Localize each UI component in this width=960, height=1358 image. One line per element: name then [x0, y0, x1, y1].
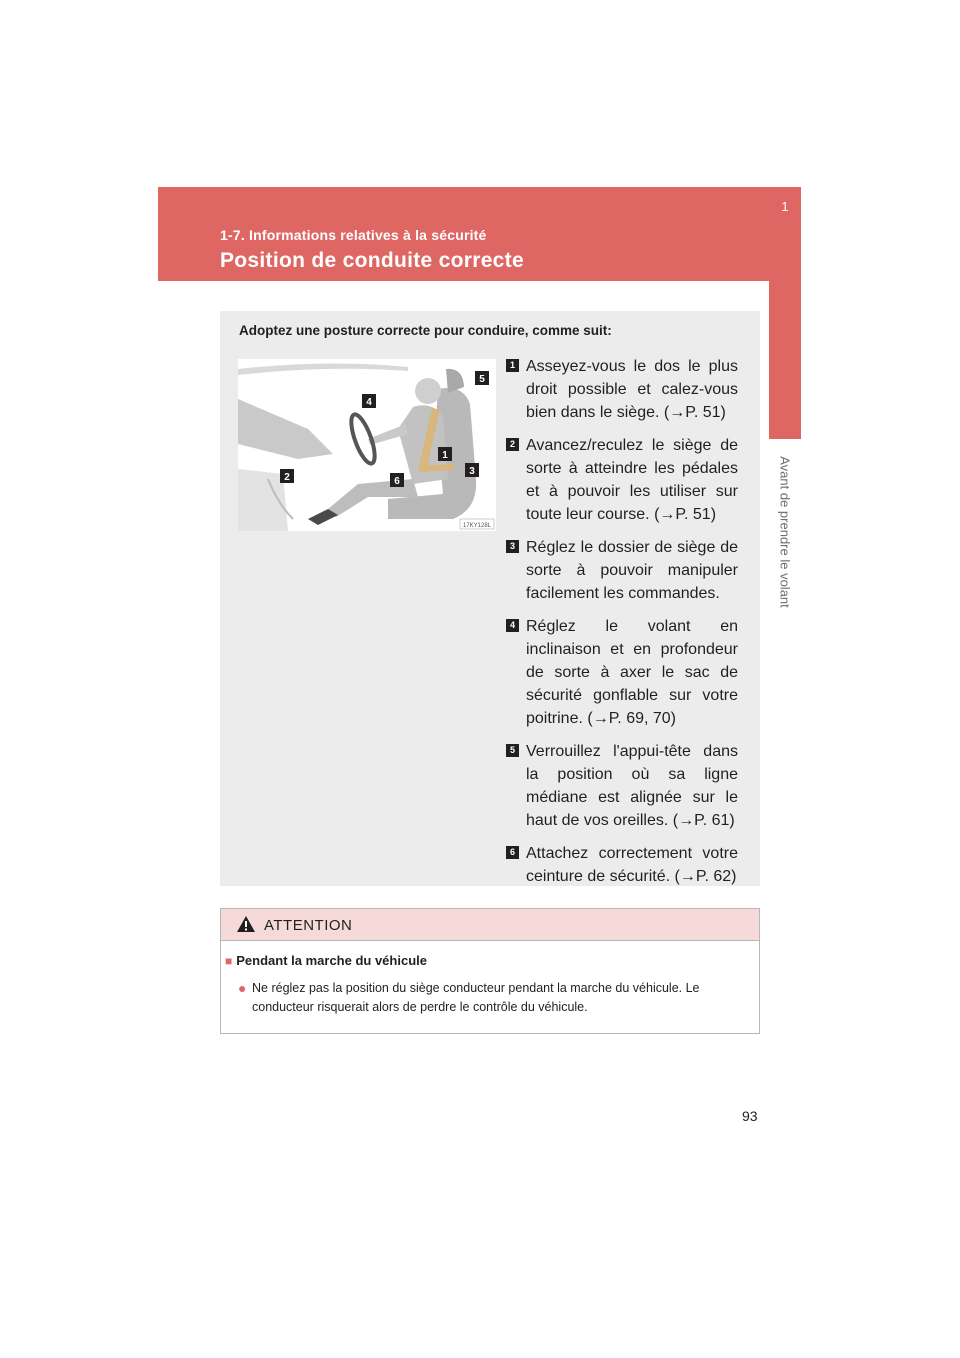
- attention-title: ATTENTION: [264, 917, 353, 934]
- driving-position-panel: [220, 311, 760, 886]
- attention-subhead-text: Pendant la marche du véhicule: [236, 953, 427, 968]
- warning-icon: [236, 915, 256, 933]
- figure-code: 17KY128L: [462, 523, 492, 529]
- attention-subhead: [225, 953, 427, 968]
- callout-5: 5: [479, 374, 485, 385]
- posture-steps: [509, 355, 738, 898]
- step-number: 6: [506, 846, 519, 859]
- callout-4: 4: [366, 397, 372, 408]
- callout-2: 2: [284, 472, 290, 483]
- section-label: 1-7. Informations relatives à la sécurité: [220, 227, 487, 243]
- callout-1: 1: [442, 450, 448, 461]
- callout-6: 6: [394, 476, 400, 487]
- step-item: [509, 434, 738, 526]
- chapter-header: [158, 187, 801, 281]
- step-item: [509, 355, 738, 424]
- attention-header: [221, 909, 759, 941]
- bullet-dot-icon: ●: [238, 980, 247, 996]
- attention-box: [220, 908, 760, 1034]
- step-item: [509, 842, 738, 888]
- step-item: [509, 740, 738, 832]
- attention-body: [238, 979, 748, 1017]
- step-text: Réglez le volant en inclinaison et en profondeur de sorte à axer le sac de sécurité gonflable sur votre poitrine. (→P. 69, 70): [526, 618, 738, 727]
- step-text: Avancez/reculez le siège de sorte à atteindre les pédales et à pouvoir les utiliser sur toute leur course. (→P. 51): [526, 437, 738, 523]
- chapter-side-label: Avant de prendre le volant: [777, 456, 793, 608]
- callout-3: 3: [469, 466, 475, 477]
- step-text: Asseyez-vous le dos le plus droit possible et calez-vous bien dans le siège. (→P. 51): [526, 358, 738, 421]
- square-bullet-icon: ■: [225, 954, 233, 968]
- step-number: 4: [506, 619, 519, 632]
- step-item: [509, 615, 738, 730]
- step-text: Réglez le dossier de siège de sorte à pouvoir manipuler facilement les commandes.: [526, 539, 738, 602]
- step-text: Attachez correctement votre ceinture de sécurité. (→P. 62): [526, 845, 738, 885]
- step-text: Verrouillez l'appui-tête dans la position où sa ligne médiane est alignée sur le haut de vos oreilles. (→P. 61): [526, 743, 738, 829]
- step-number: 2: [506, 438, 519, 451]
- step-number: 1: [506, 359, 519, 372]
- step-number: 3: [506, 540, 519, 553]
- step-item: [509, 536, 738, 605]
- chapter-number: 1: [781, 199, 789, 214]
- driving-posture-illustration: [238, 359, 496, 531]
- page-title: Position de conduite correcte: [220, 249, 524, 272]
- attention-body-text: Ne réglez pas la position du siège conducteur pendant la marche du véhicule. Le conducteur risquerait alors de perdre le contrôle du véhicule.: [252, 981, 700, 1014]
- panel-intro: Adoptez une posture correcte pour conduire, comme suit:: [239, 323, 612, 338]
- chapter-side-tab: [769, 187, 801, 439]
- step-number: 5: [506, 744, 519, 757]
- page-number: 93: [742, 1108, 758, 1124]
